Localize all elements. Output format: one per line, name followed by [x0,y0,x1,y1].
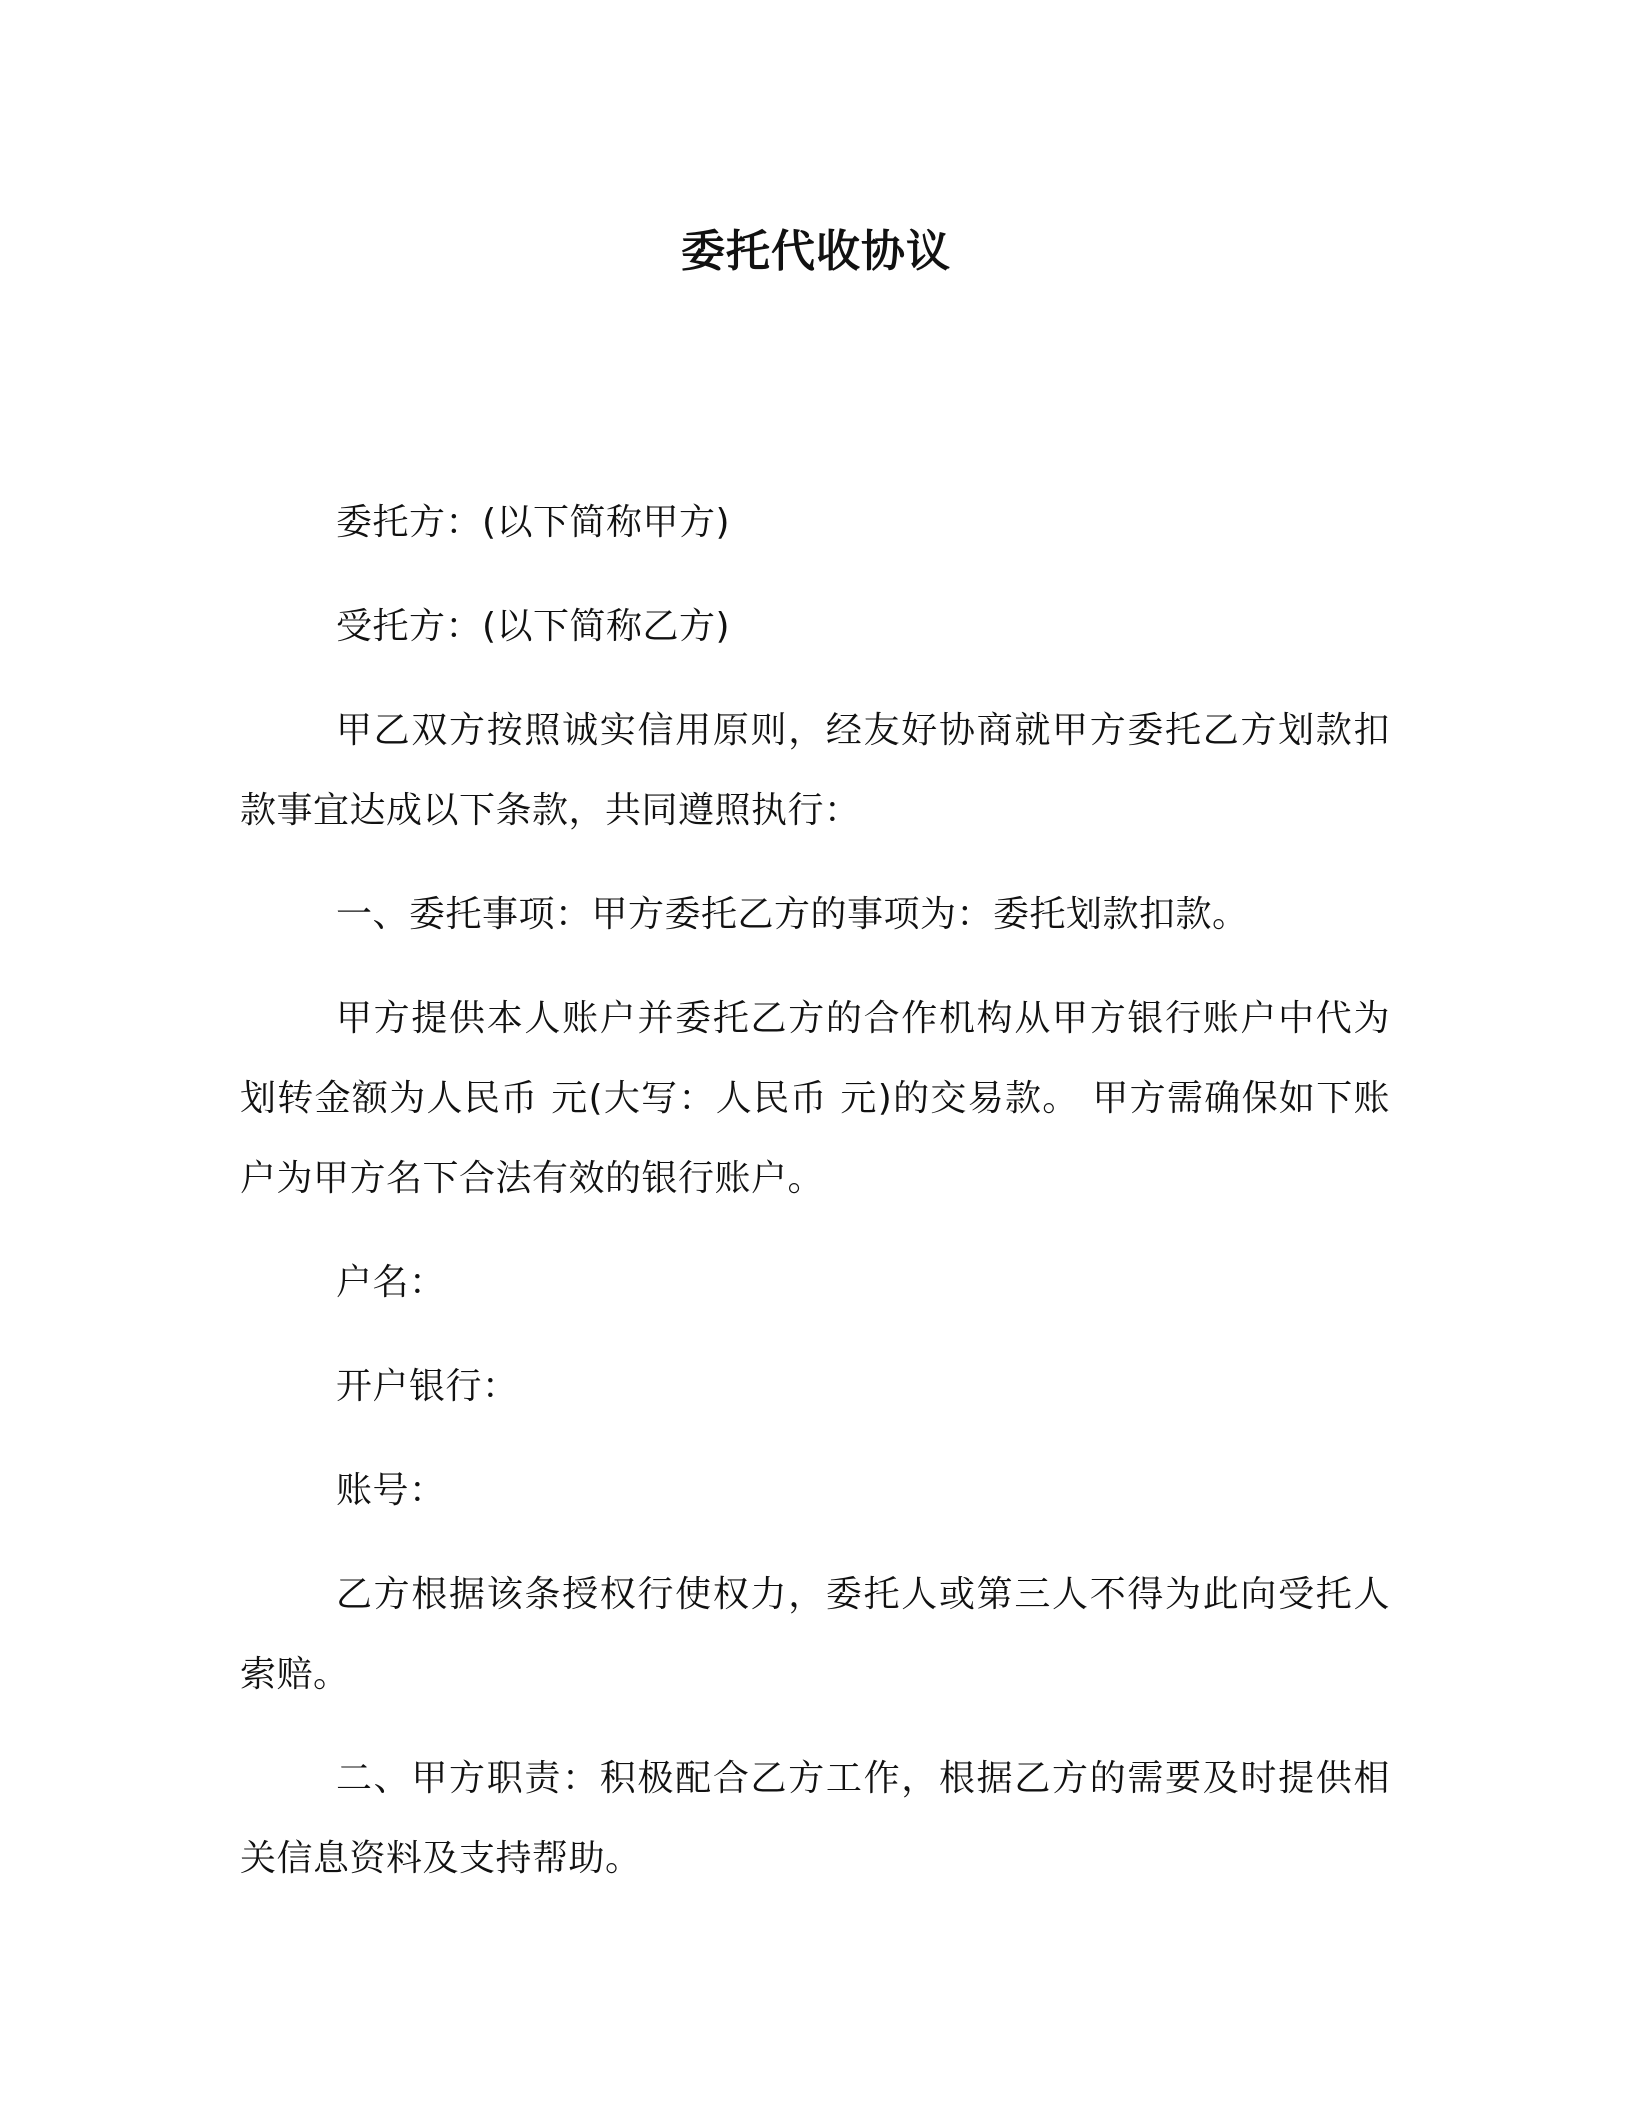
document-body [240,483,1390,1899]
clause-preamble: 甲乙双方按照诚实信用原则，经友好协商就甲方委托乙方划款扣款事宜达成以下条款，共同遵照执行： [240,710,1390,831]
clause-authorization: 乙方根据该条授权行使权力，委托人或第三人不得为此向受托人索赔。 [240,1574,1390,1695]
clause-entrusted-matters: 一、委托事项：甲方委托乙方的事项为：委托划款扣款。 [336,894,1249,935]
document-title: 委托代收协议 [681,226,951,277]
clause-party-a-duties: 二、甲方职责：积极配合乙方工作，根据乙方的需要及时提供相关信息资料及支持帮助。 [240,1758,1390,1879]
field-account-name: 户名： [336,1262,446,1303]
field-account-number: 账号： [336,1470,446,1511]
clause-agent: 受托方：(以下简称乙方) [336,606,731,647]
clause-account-provision: 甲方提供本人账户并委托乙方的合作机构从甲方银行账户中代为划转金额为人民币 元(大写：人民币 元)的交易款。 甲方需确保如下账户为甲方名下合法有效的银行账户。 [240,998,1390,1199]
clause-principal: 委托方：(以下简称甲方) [336,502,731,543]
field-bank-name: 开户银行： [336,1366,519,1407]
